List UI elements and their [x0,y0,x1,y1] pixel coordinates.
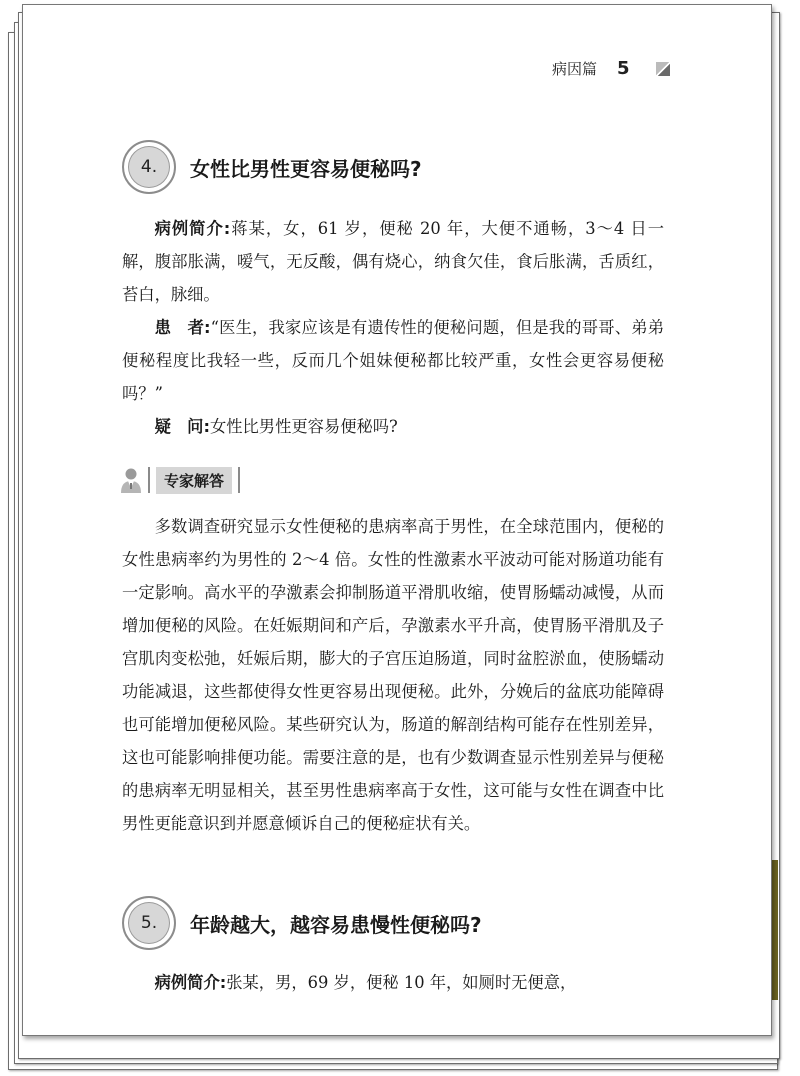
expert-divider-end [238,467,240,493]
case-intro-label: 病例简介: [154,973,227,992]
running-head [552,58,670,79]
section-title: 病因篇 [552,60,598,78]
page-number: 5 [617,58,630,79]
patient-label: 患 者: [154,318,211,337]
question-line [122,410,664,443]
doctor-icon [120,466,142,494]
question-number-badge: 4. [122,140,176,194]
corner-mark-icon [656,62,670,76]
question-title: 女性比男性更容易便秘吗? [190,156,422,181]
question-4-heading [122,140,422,194]
question-text: 女性比男性更容易便秘吗? [209,417,398,436]
patient-text: “医生，我家应该是有遗传性的便秘问题，但是我的哥哥、弟弟便秘程度比我轻一些，反而几个姐妹便秘都比较严重，女性会更容易便秘吗？” [122,318,664,403]
case-intro [122,212,664,311]
case-intro-text: 张某，男，69 岁，便秘 10 年，如厕时无便意， [226,973,577,992]
expert-answer-text: 多数调查研究显示女性便秘的患病率高于男性，在全球范围内，便秘的女性患病率约为男性的 2～4 倍。女性的性激素水平波动可能对肠道功能有一定影响。高水平的孕激素会抑制肠道平滑肌收缩，使胃肠蠕动减慢，从而增加便秘的风险。在妊娠期间和产后，孕激素水平升高，使胃肠平滑肌及子宫肌肉变松弛，妊娠后期，膨大的子宫压迫肠道，同时盆腔淤血，使肠蠕动功能减退，这些都使得女性更容易出现便秘。此外，分娩后的盆底功能障碍也可能增加便秘风险。某些研究认为，肠道的解剖结构可能存在性别差异，这也可能影响排便功能。需要注意的是，也有少数调查显示性别差异与便秘的患病率无明显相关，甚至男性患病率高于女性，这可能与女性在调查中比男性更能意识到并愿意倾诉自己的便秘症状有关。 [122,517,664,833]
expert-answer-label: 专家解答 [156,467,232,494]
question-5-heading [122,896,482,950]
case-intro-text: 蒋某，女，61 岁，便秘 20 年，大便不通畅，3～4 日一解，腹部胀满，嗳气，无反酸，偶有烧心，纳食欠佳，食后胀满，舌质红，苔白，脉细。 [122,219,665,304]
page-stack-edge [772,860,778,1000]
case-intro-q5 [122,966,664,999]
patient-statement [122,311,664,410]
question-label: 疑 问: [154,417,210,436]
case-intro-label: 病例简介: [154,219,231,238]
expert-answer-header [120,466,240,494]
expert-divider [148,467,150,493]
question-number-badge: 5. [122,896,176,950]
question-title: 年龄越大，越容易患慢性便秘吗? [190,912,482,937]
